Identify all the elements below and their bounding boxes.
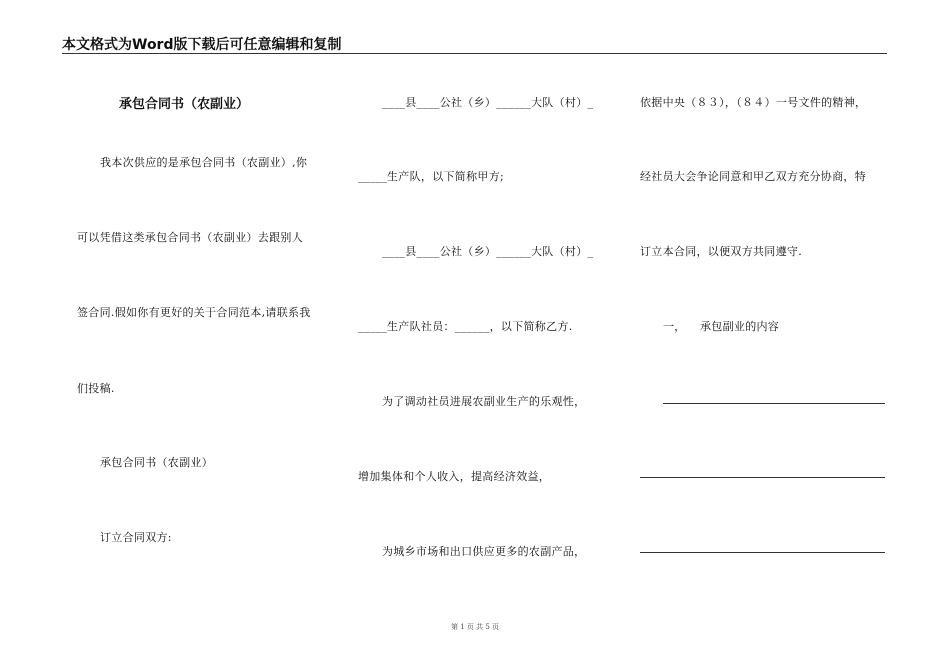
section-heading: 承包合同书（农副业） [100,456,213,469]
clause-title: 承包副业的内容 [700,320,780,333]
paragraph-line: 增加集体和个人收入，提高经济效益， [358,470,551,483]
party-b-line-2: _____生产队社员：______，以下简称乙方. [358,320,573,333]
party-a-line-1: ____县____公社（乡）______大队（村）_ [382,96,594,109]
header-divider [62,53,887,54]
contract-title: 承包合同书（农副业） [119,97,250,112]
party-b-line-1: ____县____公社（乡）______大队（村）_ [382,245,594,258]
clause-number: 一， [663,320,686,333]
document-header: 本文格式为Word版下载后可任意编辑和复制 [62,37,342,53]
page-number: 第 1 页 共 5 页 [450,623,500,631]
paragraph-line: 为了调动社员进展农副业生产的乐观性， [382,395,586,408]
paragraph-line: 订立本合同，以便双方共同遵守. [640,245,802,258]
paragraph-line: 为城乡市场和出口供应更多的农副产品， [382,545,586,558]
paragraph-line: 依据中央（８３），（８４）一号文件的精神， [640,96,867,109]
paragraph-line: 们投稿. [77,382,115,395]
fill-in-blank [663,403,885,404]
fill-in-blank [640,477,885,478]
parties-label: 订立合同双方: [100,531,172,544]
paragraph-line: 可以凭借这类承包合同书（农副业）去跟别人 [77,231,303,244]
fill-in-blank [640,552,885,553]
party-a-line-2: _____生产队，以下简称甲方; [358,170,505,183]
paragraph-line: 我本次供应的是承包合同书（农副业）,你 [100,156,308,169]
paragraph-line: 签合同.假如你有更好的关于合同范本,请联系我 [77,306,311,319]
paragraph-line: 经社员大会争论同意和甲乙双方充分协商，特 [640,170,866,183]
